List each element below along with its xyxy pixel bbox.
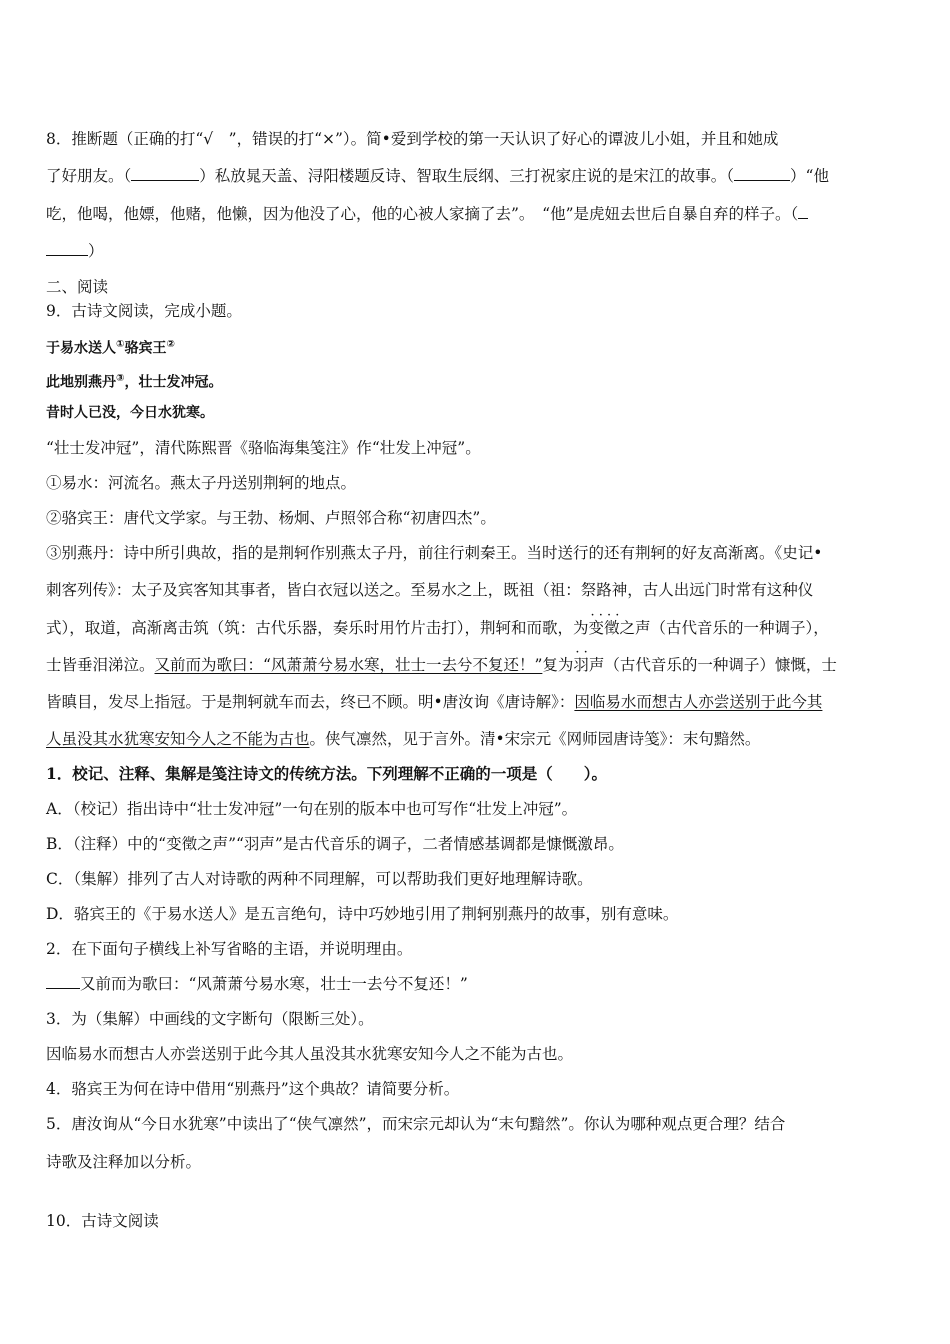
note-2: ②骆宾王：唐代文学家。与王勃、杨炯、卢照邻合称“初唐四杰”。 bbox=[46, 509, 496, 527]
underlined-sentence: 又前而为歌曰：“风萧萧兮易水寒，壮士一去兮不复还！” bbox=[154, 656, 543, 674]
note-3-line-3: 式），取道，高渐离击筑（筑：古代乐器，奏乐时用竹片击打），荆轲和而歌，为· · 变徵之声（古代音乐的一种调子）， bbox=[46, 617, 906, 639]
emphasis-term: · · 变徵之声 bbox=[589, 619, 651, 637]
note-3-line-1: ③别燕丹：诗中所引典故，指的是荆轲作别燕太子丹，前往行刺秦王。当时送行的还有荆轲的好友高渐离。《史记• bbox=[46, 544, 823, 562]
q8-line-1 bbox=[46, 128, 906, 150]
poem-title: 于易水送人①骆宾王② bbox=[46, 339, 175, 357]
sub-question-2-sentence: 又前而为歌曰：“风萧萧兮易水寒，壮士一去兮不复还！” bbox=[46, 973, 906, 995]
answer-blank[interactable] bbox=[46, 974, 80, 989]
sub-question-2: 2．在下面句子横线上补写省略的主语，并说明理由。 bbox=[46, 940, 413, 958]
sub-question-1: 1．校记、注释、集解是笺注诗文的传统方法。下列理解不正确的一项是（ ）。 bbox=[46, 764, 608, 783]
poem-line-2: 昔时人已没，今日水犹寒。 bbox=[46, 405, 214, 421]
sub-question-3-text: 因临易水而想古人亦尝送别于此今其人虽没其水犹寒安知今人之不能为古也。 bbox=[46, 1045, 574, 1063]
underlined-passage: 人虽没其水犹寒安知今人之不能为古也 bbox=[46, 730, 310, 748]
q8-line-3: 吃，他喝，他嫖，他赌，他懒，因为他没了心，他的心被人家摘了去”。 “他”是虎妞去世后自暴自弃的样子。（ bbox=[46, 203, 906, 225]
option-b[interactable]: B．（注释）中的“变徵之声”“羽声”是古代音乐的调子，二者情感基调都是慷慨激昂。 bbox=[46, 835, 624, 853]
sub-question-5-line-2: 诗歌及注释加以分析。 bbox=[46, 1153, 202, 1171]
note-3-line-2: 刺客列传》：太子及宾客知其事者，皆白衣冠以送之。至易水之上，既祖（祖：祭路神，古人出远门时常有这种仪 bbox=[46, 581, 814, 599]
q9-title: 9．古诗文阅读，完成小题。 bbox=[46, 302, 242, 320]
sub-question-3: 3．为（集解）中画线的文字断句（限断三处）。 bbox=[46, 1010, 374, 1028]
answer-blank[interactable] bbox=[798, 204, 808, 219]
q8-line-2: 了好朋友。（ ）私放晁天盖、浔阳楼题反诗、智取生辰纲、三打祝家庄说的是宋江的故事。（ ）“他 bbox=[46, 167, 829, 185]
sub-question-5-line-1: 5．唐汝询从“今日水犹寒”中读出了“侠气凛然”，而宋宗元却认为“末句黯然”。你认为哪种观点更合理？结合 bbox=[46, 1115, 786, 1133]
answer-blank[interactable] bbox=[131, 166, 199, 181]
underlined-passage: 因临易水而想古人亦尝送别于此今其 bbox=[574, 693, 823, 711]
note-3-line-6: 人虽没其水犹寒安知今人之不能为古也。侠气凛然，见于言外。清•宋宗元《网师园唐诗笺》：末句黯然。 bbox=[46, 730, 761, 748]
q8-text: 8．推断题（正确的打“√ ”，错误的打“×”）。简•爱到学校的第一天认识了好心的谭波儿小姐，并且和她成 bbox=[46, 130, 779, 148]
option-a[interactable]: A．（校记）指出诗中“壮士发冲冠”一句在别的版本中也可写作“壮发上冲冠”。 bbox=[46, 800, 578, 818]
answer-blank[interactable] bbox=[46, 241, 88, 256]
q10-title: 10．古诗文阅读 bbox=[46, 1212, 159, 1230]
poem-line-1: 此地别燕丹③，壮士发冲冠。 bbox=[46, 373, 223, 391]
note-1: ①易水：河流名。燕太子丹送别荆轲的地点。 bbox=[46, 474, 357, 492]
sub-question-4: 4．骆宾王为何在诗中借用“别燕丹”这个典故？请简要分析。 bbox=[46, 1080, 460, 1098]
note-3-line-5: 皆瞋目，发尽上指冠。于是荆轲就车而去，终已不顾。明•唐汝询《唐诗解》：因临易水而想古人亦尝送别于此今其 bbox=[46, 693, 823, 711]
q8-line-4: ） bbox=[46, 240, 906, 262]
emphasis-term: · · 羽声 bbox=[573, 656, 604, 674]
option-d[interactable]: D．骆宾王的《于易水送人》是五言绝句，诗中巧妙地引用了荆轲别燕丹的故事，别有意味。 bbox=[46, 905, 679, 923]
option-c[interactable]: C．（集解）排列了古人对诗歌的两种不同理解，可以帮助我们更好地理解诗歌。 bbox=[46, 870, 593, 888]
section-heading: 二、阅读 bbox=[46, 278, 109, 296]
answer-blank[interactable] bbox=[734, 166, 790, 181]
jiaoji-note: “壮士发冲冠”，清代陈熙晋《骆临海集笺注》作“壮发上冲冠”。 bbox=[46, 439, 481, 457]
note-3-line-4: 士皆垂泪涕泣。又前而为歌曰：“风萧萧兮易水寒，壮士一去兮不复还！”复为· · 羽声（古代音乐的一种调子）慷慨，士 bbox=[46, 654, 906, 676]
